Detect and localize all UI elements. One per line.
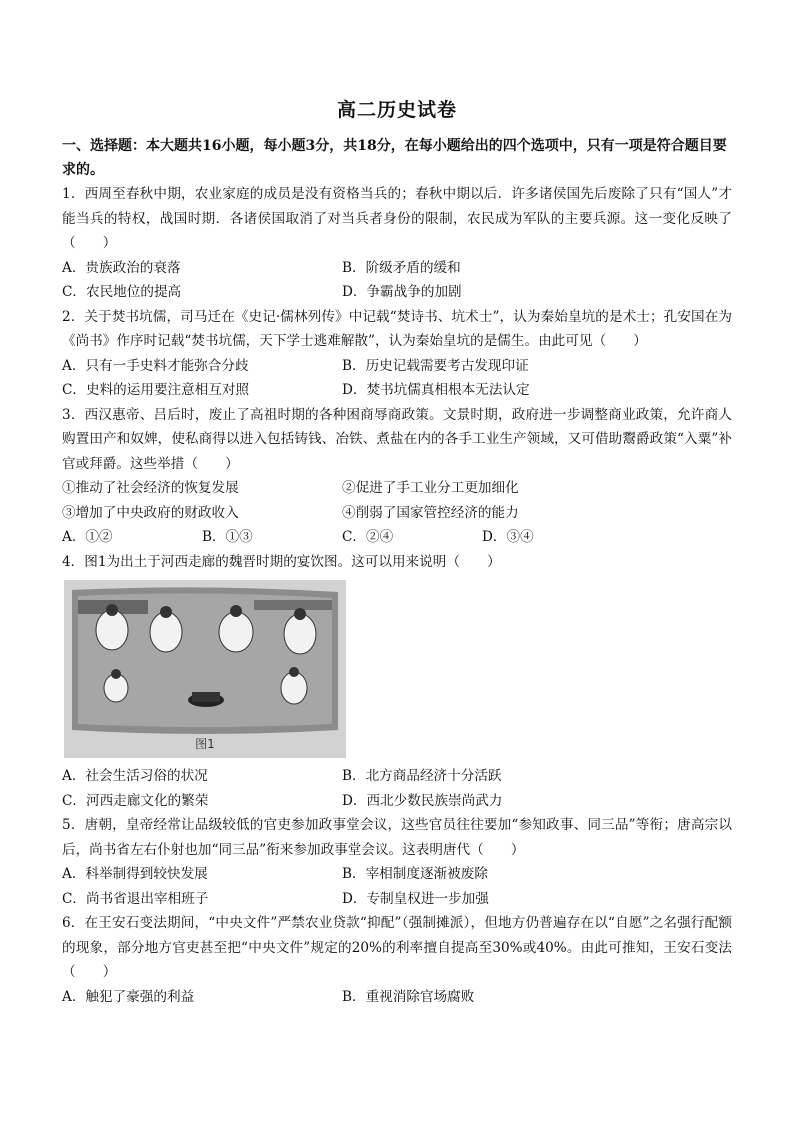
- question-1-options: [62, 256, 732, 305]
- option-a: A．科举制得到较快发展: [62, 866, 208, 882]
- question-3-options: [62, 525, 732, 550]
- page-title: 高二历史试卷: [336, 99, 457, 121]
- option-b: B．北方商品经济十分活跃: [342, 768, 502, 784]
- question-6-stem: 6．在王安石变法期间，“中央文件”严禁农业贷款“抑配”（强制摊派），但地方仍普遍存在以“自愿”之名强行配额的现象，部分地方官吏甚至把“中央文件”规定的20%的利率擅自提高至30%或40%。由此可推知，王安石变法（ ）: [62, 915, 732, 980]
- option-b: B．阶级矛盾的缓和: [342, 259, 461, 276]
- option-a: A．触犯了豪强的利益: [62, 988, 195, 1005]
- question-5-options: [62, 862, 732, 911]
- question-3-stem: 3．西汉惠帝、吕后时，废止了高祖时期的各种困商辱商政策。文景时期，政府进一步调整商业政策，允许商人购置田产和奴婢，使私商得以进入包括铸钱、冶铁、煮盐在内的各手工业生产领域，又可借助鬻爵政策“入粟”补官或拜爵。这些举措（ ）: [62, 406, 732, 472]
- option-a: A．只有一手史料才能弥合分歧: [62, 357, 249, 374]
- option-c: C．史料的运用要注意相互对照: [62, 382, 250, 398]
- option-b: B．宰相制度逐渐被废除: [342, 866, 488, 882]
- question-4-options: [62, 764, 732, 813]
- option-a: A．①②: [62, 529, 113, 545]
- question-3-statements: [62, 476, 732, 525]
- option-d: D．争霸战争的加剧: [342, 284, 462, 300]
- question-5-stem: 5．唐朝，皇帝经常让品级较低的官吏参加政事堂会议，这些官员往往要加“参知政事、同三品”等衔；唐高宗以后，尚书省左右仆射也加“同三品”衔来参加政事堂会议。这表明唐代（ ）: [62, 817, 732, 858]
- option-b: B．重视消除官场腐败: [342, 988, 475, 1005]
- option-d: D．西北少数民族崇尚武力: [342, 792, 503, 809]
- option-b: B．①③: [202, 529, 253, 545]
- option-a: A．社会生活习俗的状况: [62, 768, 208, 784]
- figure-caption: 图1: [195, 737, 215, 751]
- question-1-stem: 1．西周至春秋中期，农业家庭的成员是没有资格当兵的；春秋中期以后．许多诸侯国先后废除了只有“国人”才能当兵的特权，战国时期．各诸侯国取消了对当兵者身份的限制，农民成为军队的主要兵源。这一变化反映了（ ）: [62, 186, 732, 251]
- option-c: C．农民地位的提高: [62, 284, 182, 300]
- banquet-mural-figure: [64, 580, 346, 758]
- option-c: C．河西走廊文化的繁荣: [62, 792, 209, 809]
- statement-2: ②促进了手工业分工更加细化: [342, 480, 519, 496]
- option-b: B．历史记载需要考古发现印证: [342, 357, 529, 374]
- option-c: C．②④: [342, 529, 394, 545]
- question-6-options: [62, 985, 732, 1010]
- option-a: A．贵族政治的衰落: [62, 259, 181, 276]
- question-2-stem: 2．关于焚书坑儒，司马迁在《史记·儒林列传》中记载“焚诗书、坑术士”，认为秦始皇坑的是术士；孔安国在为《尚书》作序时记载“焚书坑儒，天下学士逃难解散”，认为秦始皇坑的是儒生。由此可见（ ）: [62, 308, 732, 349]
- statement-1: ①推动了社会经济的恢复发展: [62, 480, 239, 496]
- option-c: C．尚书省退出宰相班子: [62, 890, 209, 907]
- question-2-options: [62, 354, 732, 403]
- option-d: D．焚书坑儒真相根本无法认定: [342, 382, 530, 398]
- statement-4: ④削弱了国家管控经济的能力: [342, 504, 519, 521]
- exam-page: [62, 96, 732, 1009]
- section-heading: 一、选择题：本大题共16小题，每小题3分，共18分，在每小题给出的四个选项中，只有一项是符合题目要求的。: [62, 138, 727, 178]
- option-d: D．③④: [482, 529, 534, 545]
- question-4-stem: 4．图1为出土于河西走廊的魏晋时期的宴饮图。这可以用来说明（ ）: [62, 553, 501, 570]
- statement-3: ③增加了中央政府的财政收入: [62, 504, 239, 521]
- banquet-mural-image: [64, 580, 346, 758]
- option-d: D．专制皇权进一步加强: [342, 890, 489, 907]
